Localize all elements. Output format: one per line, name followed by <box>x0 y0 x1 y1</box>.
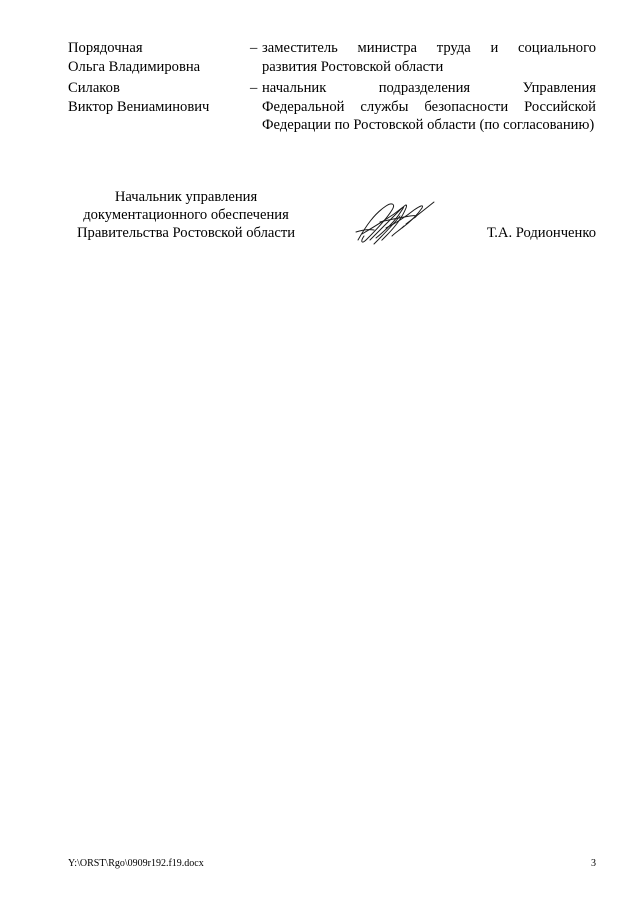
signer-position-line: документационного обеспечения <box>83 207 289 223</box>
member-dash: – <box>250 40 258 56</box>
member-dash: – <box>250 80 258 96</box>
page-number: 3 <box>591 858 596 869</box>
member-surname: Порядочная <box>68 40 143 56</box>
signer-position <box>60 188 312 242</box>
member-name <box>68 39 248 76</box>
member-surname: Силаков <box>68 80 120 96</box>
member-position <box>262 39 596 76</box>
footer-file-path: Y:\ORST\Rgo\0909r192.f19.docx <box>68 858 204 869</box>
member-position <box>262 79 596 135</box>
member-name <box>68 79 248 116</box>
member-position-line: Федерации по Ростовской области (по согласованию) <box>262 117 595 133</box>
member-position-line: начальник подразделения Управления <box>262 80 596 96</box>
handwritten-signature-icon <box>352 196 442 248</box>
member-position-line: заместитель министра труда и социального <box>262 40 596 56</box>
signer-position-line: Начальник управления <box>114 189 258 205</box>
member-position-line: Федеральной службы безопасности Российской <box>262 98 596 115</box>
member-given-names: Ольга Владимировна <box>68 58 201 75</box>
member-given-names: Виктор Вениаминович <box>68 98 210 115</box>
member-position-line: развития Ростовской области <box>262 58 444 75</box>
signer-name: Т.А. Родионченко <box>486 225 596 241</box>
signer-position-line: Правительства Ростовской области <box>76 225 296 241</box>
